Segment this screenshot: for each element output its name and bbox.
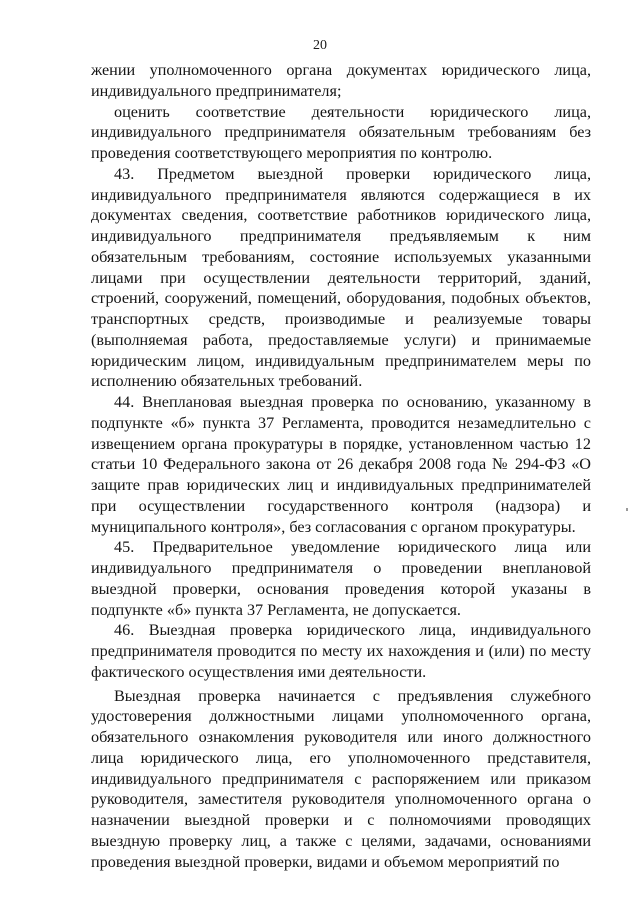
paragraph-item-46: 46. Выездная проверка юридического лица, индивидуального предпринимателя проводится по месту их нахождения и (или) по месту фактического осуществления ими деятельности. xyxy=(91,621,591,681)
paragraph-item-44: 44. Внеплановая выездная проверка по основанию, указанному в подпункте «б» пункта 37 Регламента, проводится незамедлительно с извещением органа прокуратуры в порядке, установленном частью 12 статьи 10 Федерального закона от 26 декабря 2008 года № 294-ФЗ «О защите прав юридических лиц и индивидуальных предпринимателей при осуществлении государственного контроля (надзора) и муниципального контроля», без согласования с органом прокуратуры. xyxy=(91,393,591,536)
paragraph-item-43: 43. Предметом выездной проверки юридического лица, индивидуального предпринимателя являются содержащиеся в их документах сведения, соответствие работников юридического лица, индивидуального предпринимателя предъявляемым к ним обязательным требованиям, состояние используемых указанными лицами при осуществлении деятельности территорий, зданий, строений, сооружений, помещений, оборудования, подобных объектов, транспортных средств, производимые и реализуемые товары (выполняемая работа, предоставляемые услуги) и принимаемые юридическим лицом, индивидуальным предпринимателем меры по исполнению обязательных требований. xyxy=(91,164,591,391)
paragraph-item-45: 45. Предварительное уведомление юридического лица или индивидуального предпринимателя о проведении внеплановой выездной проверки, основания проведения которой указаны в подпункте «б» пункта 37 Регламента, не допускается. xyxy=(91,538,591,619)
paragraph-continuation: жении уполномоченного органа документах юридического лица, индивидуального предпринимателя; xyxy=(91,61,591,100)
paragraph-assess: оценить соответствие деятельности юридического лица, индивидуального предпринимателя обязательным требованиям без проведения соответствующего мероприятия по контролю. xyxy=(91,102,591,162)
page-number: 20 xyxy=(313,38,327,53)
document-body xyxy=(91,60,591,872)
scan-speck xyxy=(626,508,628,511)
paragraph-item-46-continuation: Выездная проверка начинается с предъявления служебного удостоверения должностными лицами уполномоченного органа, обязательного ознакомления руководителя или иного должностного лица юридического лица, его уполномоченного представителя, индивидуального предпринимателя с распоряжением или приказом руководителя, заместителя руководителя уполномоченного органа о назначении выездной проверки и с полномочиями проводящих выездную проверку лиц, а также с целями, задачами, основаниями проведения выездной проверки, видами и объемом мероприятий по xyxy=(91,686,591,871)
